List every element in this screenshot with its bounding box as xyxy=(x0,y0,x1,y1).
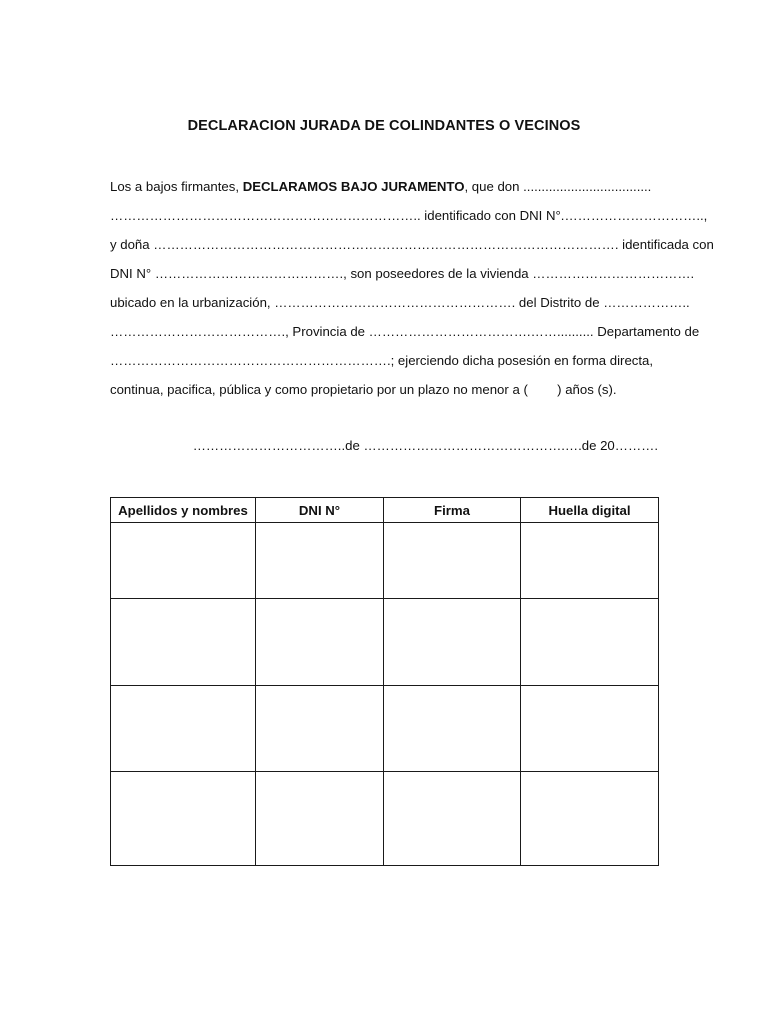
table-header-row xyxy=(111,498,659,523)
header-apellidos-nombres: Apellidos y nombres xyxy=(111,498,256,523)
cell-firma[interactable] xyxy=(384,686,521,772)
cell-firma[interactable] xyxy=(384,599,521,686)
signatures-table xyxy=(110,497,659,866)
line-1-bold-declaration: DECLARAMOS BAJO JURAMENTO xyxy=(242,179,465,194)
line-5-part-b: . del Distrito de ……………….. xyxy=(511,295,690,310)
cell-huella-digital[interactable] xyxy=(521,772,659,866)
line-6-part-b: Departamento de xyxy=(593,324,700,339)
line-3-part-b: . identificada con xyxy=(614,237,714,252)
line-4-part-b: son poseedores de la vivienda ………………………………. xyxy=(346,266,695,281)
paragraph-line-1 xyxy=(110,176,658,205)
line-5-part-a: ubicado en la urbanización, ……………………………………………… xyxy=(110,295,512,310)
cell-huella-digital[interactable] xyxy=(521,523,659,599)
cell-dni[interactable] xyxy=(256,599,384,686)
cell-apellidos-nombres[interactable] xyxy=(111,686,256,772)
cell-firma[interactable] xyxy=(384,772,521,866)
cell-dni[interactable] xyxy=(256,772,384,866)
header-dni: DNI N° xyxy=(256,498,384,523)
line-3-part-a: y doña …………………………………………………………………………………………… xyxy=(110,237,615,252)
paragraph-line-2 xyxy=(110,205,708,234)
line-1-text-start: Los a bajos firmantes, xyxy=(110,179,243,194)
paragraph-line-7 xyxy=(110,350,658,379)
line-4-part-a: DNI N° ……………………………………., xyxy=(110,266,347,281)
cell-dni[interactable] xyxy=(256,523,384,599)
cell-firma[interactable] xyxy=(384,523,521,599)
header-huella-digital: Huella digital xyxy=(521,498,659,523)
date-place-line: ……………………………..de ……………………………………….….de 20………. xyxy=(192,438,658,453)
cell-huella-digital[interactable] xyxy=(521,599,659,686)
table-row xyxy=(111,772,659,866)
document-title: DECLARACION JURADA DE COLINDANTES O VECINOS xyxy=(187,118,581,134)
cell-apellidos-nombres[interactable] xyxy=(111,772,256,866)
table-row xyxy=(111,599,659,686)
cell-dni[interactable] xyxy=(256,686,384,772)
header-firma: Firma xyxy=(384,498,521,523)
paragraph-line-5 xyxy=(110,292,690,321)
line-6-part-a: …………………………………., Provincia de ……………………………….…….......... xyxy=(110,324,594,339)
line-7-text: ……………………………………………………….; ejerciendo dicha posesión en forma directa, xyxy=(110,353,654,368)
cell-apellidos-nombres[interactable] xyxy=(111,523,256,599)
cell-apellidos-nombres[interactable] xyxy=(111,599,256,686)
line-1-text-end: , que don ................................... xyxy=(464,179,652,194)
declaration-paragraph xyxy=(110,176,714,408)
table-row xyxy=(111,686,659,772)
paragraph-line-4 xyxy=(110,263,695,292)
paragraph-line-8 xyxy=(110,379,658,408)
table-row xyxy=(111,523,659,599)
line-2-part-a: …………………………………………………………….. identificado con DNI N° xyxy=(110,208,561,223)
paragraph-line-3 xyxy=(110,234,714,263)
cell-huella-digital[interactable] xyxy=(521,686,659,772)
paragraph-line-6 xyxy=(110,321,700,350)
line-8-text: continua, pacifica, pública y como propietario por un plazo no menor a ( ) años (s). xyxy=(110,382,617,397)
line-2-part-b: .………………………….., xyxy=(560,208,708,223)
